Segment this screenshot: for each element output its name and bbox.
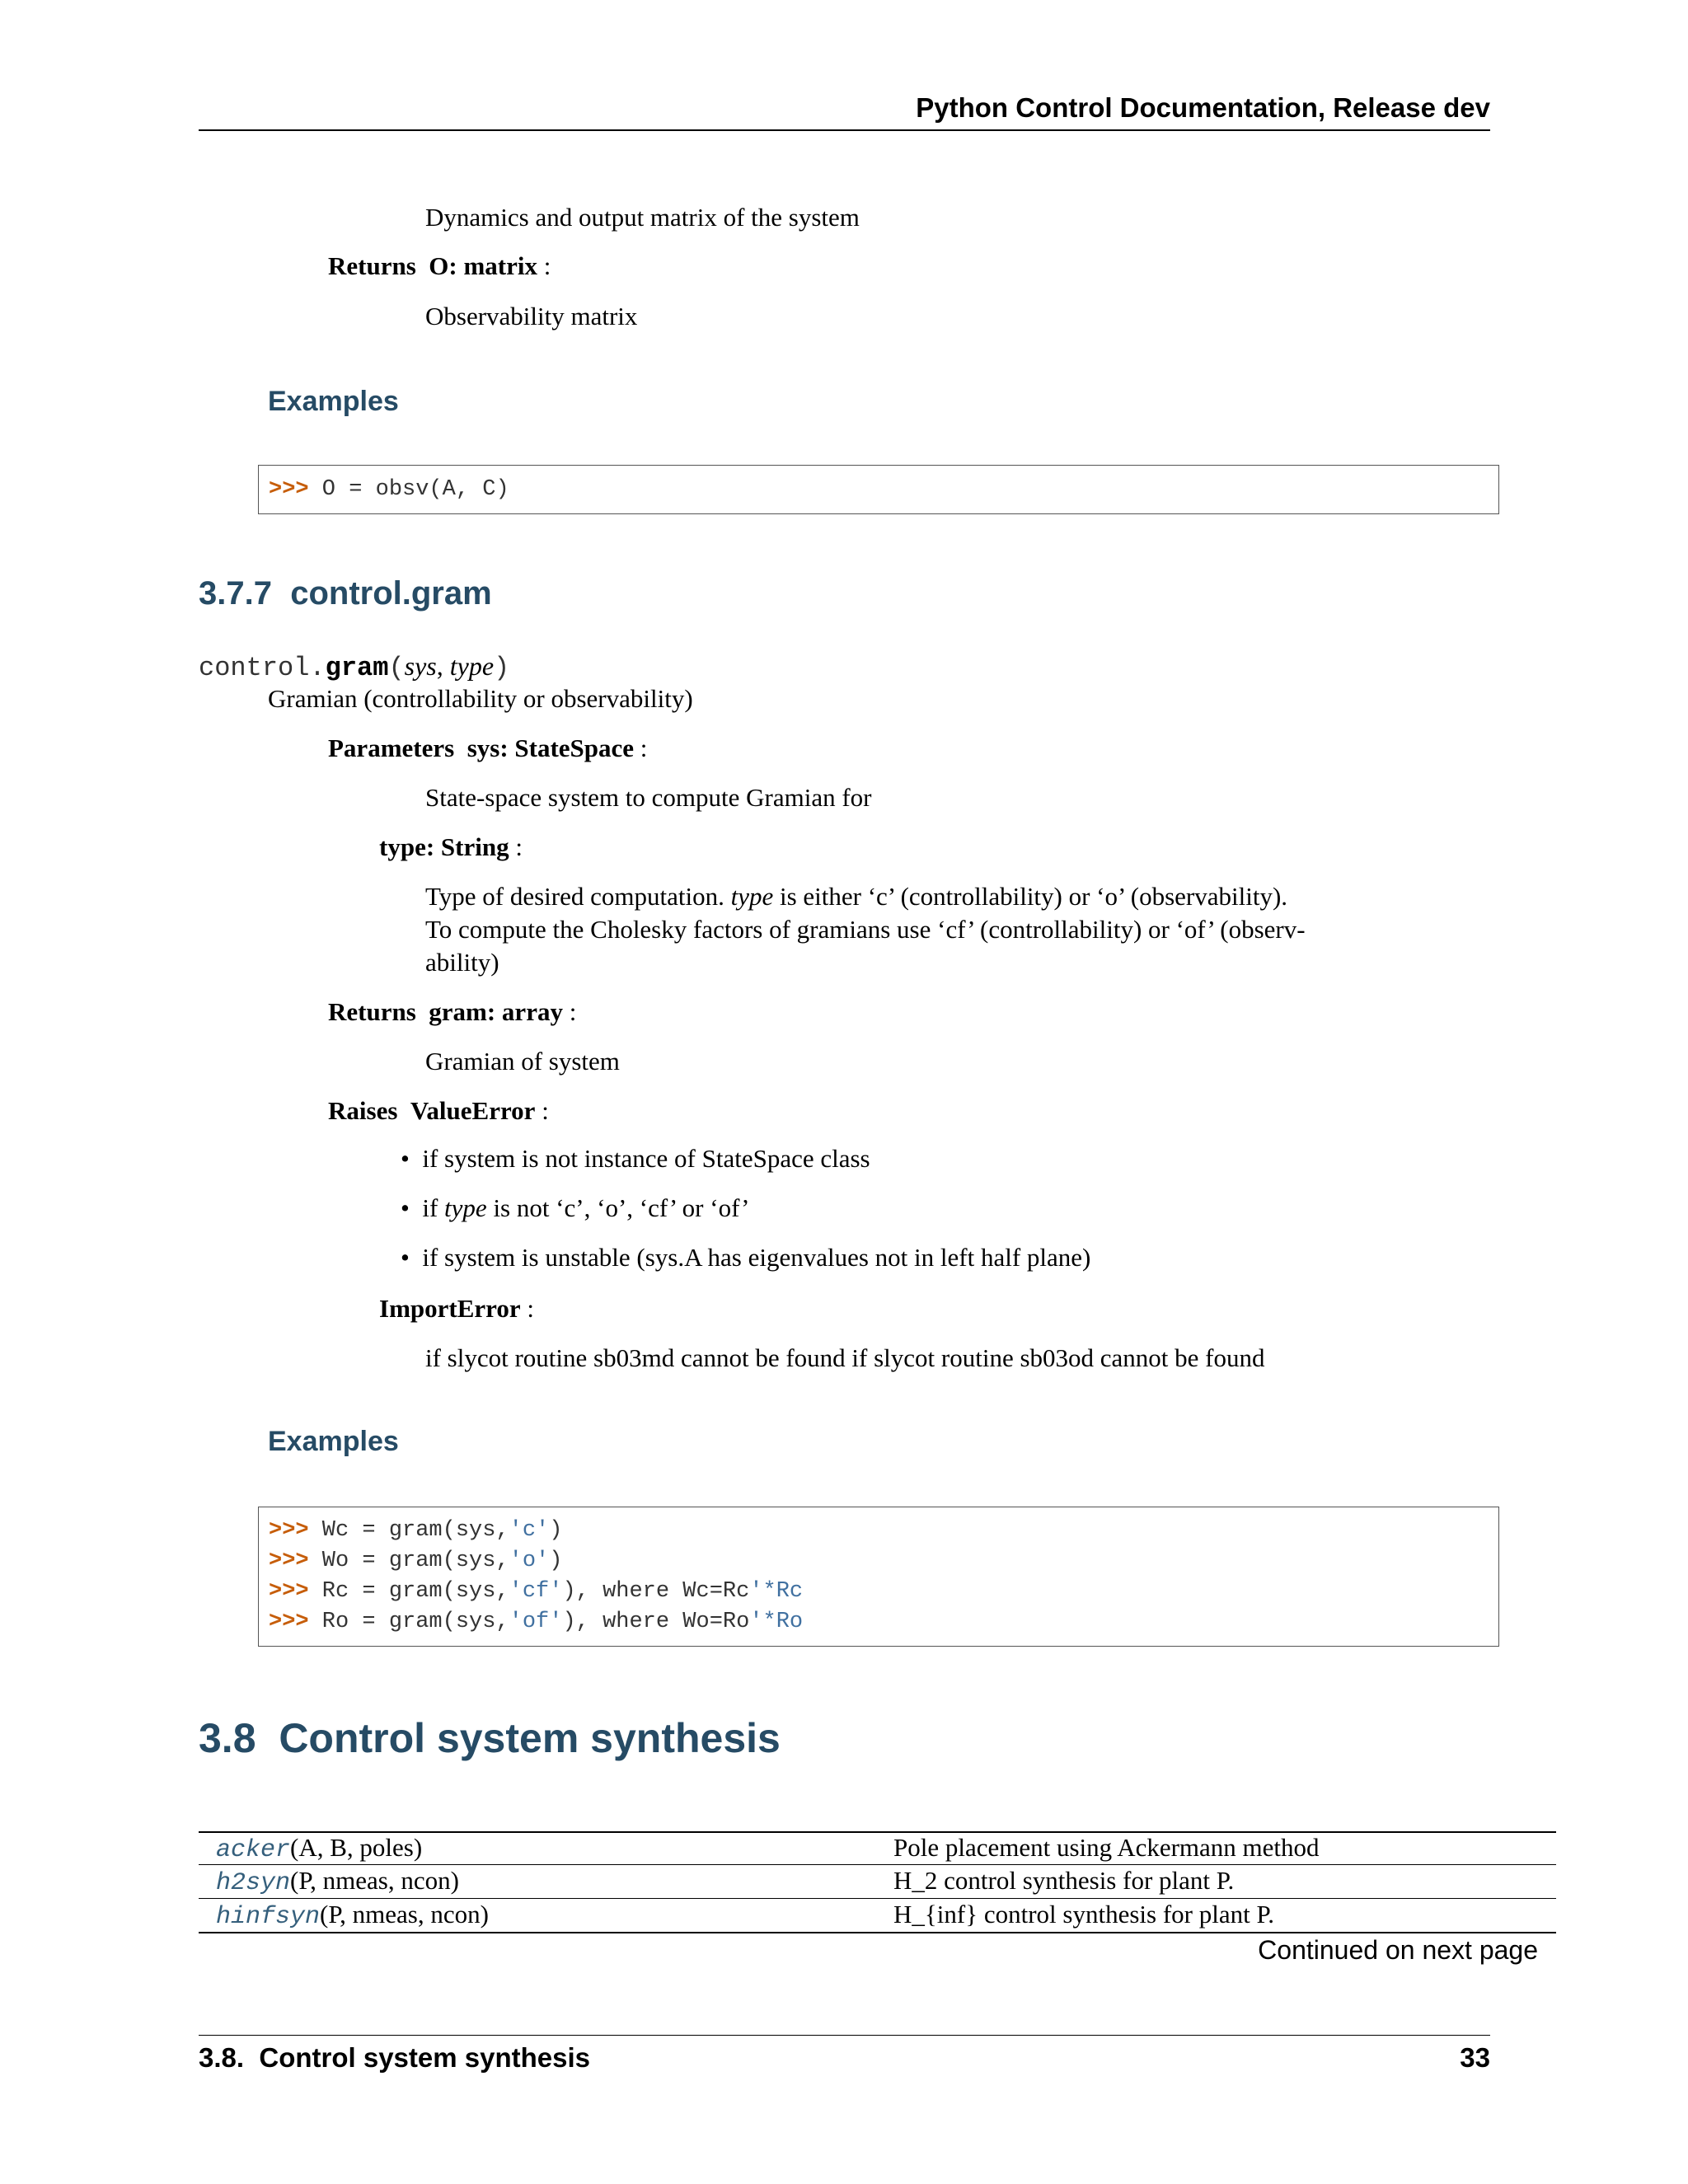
- page-number: 33: [1460, 2042, 1490, 2073]
- table-row[interactable]: [216, 1898, 489, 1931]
- section-title: Control system synthesis: [279, 1715, 781, 1761]
- raises-importerror-field: [379, 1292, 534, 1325]
- raises-importerror-name: ImportError: [379, 1294, 521, 1323]
- colon: :: [515, 832, 523, 861]
- table-row[interactable]: [216, 1831, 422, 1864]
- code-line: [269, 475, 509, 504]
- param-type-description: [425, 880, 1287, 913]
- code-text: ): [549, 1518, 563, 1543]
- code-line: [269, 1577, 803, 1606]
- colon: :: [569, 997, 577, 1026]
- section-number: 3.7.7: [199, 575, 272, 612]
- sig-arg-type: type: [449, 651, 495, 681]
- code-prompt: >>>: [269, 1549, 309, 1573]
- table-cell-description: H_2 control synthesis for plant P.: [893, 1866, 1235, 1895]
- raises-valueerror-name: ValueError: [410, 1096, 536, 1125]
- code-line: [269, 1546, 562, 1576]
- footer-section: 3.8. Control system synthesis: [199, 2042, 591, 2073]
- code-string: 'cf': [509, 1579, 563, 1604]
- param-description: Dynamics and output matrix of the system: [425, 203, 860, 232]
- section-title: control.gram: [290, 575, 492, 612]
- raises-label: Raises: [328, 1096, 398, 1125]
- code-text: ), where Wc=Rc: [562, 1579, 750, 1604]
- function-signature: [199, 651, 509, 683]
- param-sys-name: sys: StateSpace: [467, 733, 635, 762]
- sig-paren-open: (: [388, 653, 405, 683]
- function-summary: Gramian (controllability or observability): [268, 684, 693, 713]
- code-text: Ro = gram(sys,: [308, 1610, 509, 1634]
- function-link-acker[interactable]: acker: [216, 1836, 291, 1864]
- code-line: [269, 1516, 562, 1545]
- raises-importerror-description: if slycot routine sb03md cannot be found if slycot routine sb03od cannot be found: [425, 1343, 1265, 1372]
- code-text: O = obsv(A, C): [308, 477, 509, 502]
- desc-emphasis: type: [730, 882, 774, 911]
- list-item: [401, 1243, 1090, 1272]
- list-item: [401, 1193, 749, 1223]
- function-args: (P, nmeas, ncon): [320, 1900, 489, 1929]
- section-heading: [199, 575, 492, 612]
- bullet-text-prefix: if: [422, 1193, 445, 1222]
- code-text: Wc = gram(sys,: [308, 1518, 509, 1543]
- returns-name: gram: array: [429, 997, 563, 1026]
- returns-label: Returns: [328, 997, 416, 1026]
- function-link-hinfsyn[interactable]: hinfsyn: [216, 1903, 321, 1931]
- param-type-field: [379, 831, 523, 864]
- returns-label: Returns: [328, 251, 416, 280]
- section-number: 3.8: [199, 1715, 256, 1761]
- code-prompt: >>>: [269, 1518, 309, 1543]
- examples-heading: Examples: [268, 1426, 399, 1457]
- bullet-icon: •: [401, 1243, 410, 1272]
- code-prompt: >>>: [269, 1579, 309, 1604]
- sig-module: control.: [199, 653, 326, 683]
- chapter-section-heading: [199, 1714, 781, 1762]
- header-rule: [199, 129, 1490, 131]
- returns-field: [328, 250, 551, 283]
- param-type-description-line2: To compute the Cholesky factors of gramians use ‘cf’ (controllability) or ‘of’ (observ-: [425, 915, 1306, 944]
- returns-description: Gramian of system: [425, 1047, 620, 1076]
- code-block: [258, 1507, 1499, 1647]
- code-text: Wo = gram(sys,: [308, 1549, 509, 1573]
- code-block: [258, 465, 1499, 514]
- function-args: (P, nmeas, ncon): [290, 1866, 459, 1895]
- returns-name: O: matrix: [429, 251, 537, 280]
- bullet-icon: •: [401, 1144, 410, 1173]
- param-sys-description: State-space system to compute Gramian for: [425, 783, 872, 812]
- colon: :: [542, 1096, 549, 1125]
- sig-paren-close: ): [494, 653, 510, 683]
- bullet-text: if system is not instance of StateSpace class: [422, 1144, 870, 1173]
- sig-comma: ,: [436, 651, 450, 681]
- returns-field: [328, 996, 576, 1029]
- parameters-label: Parameters: [328, 733, 455, 762]
- bullet-text: if system is unstable (sys.A has eigenvalues not in left half plane): [422, 1243, 1091, 1272]
- function-link-h2syn[interactable]: h2syn: [216, 1869, 291, 1897]
- desc-text: is either ‘c’ (controllability) or ‘o’ (observability).: [773, 882, 1288, 911]
- code-string: 'of': [509, 1610, 563, 1634]
- code-text: ): [549, 1549, 563, 1573]
- code-text: ), where Wo=Ro: [562, 1610, 750, 1634]
- code-string: '*Rc: [749, 1579, 804, 1604]
- code-prompt: >>>: [269, 1610, 309, 1634]
- parameters-field: [328, 732, 647, 765]
- bullet-text: is not ‘c’, ‘o’, ‘cf’ or ‘of’: [493, 1193, 750, 1222]
- footer-rule: [199, 2035, 1490, 2036]
- continued-note: Continued on next page: [1258, 1935, 1538, 1965]
- examples-heading: Examples: [268, 386, 399, 417]
- table-cell-description: Pole placement using Ackermann method: [893, 1833, 1320, 1862]
- code-prompt: >>>: [269, 477, 309, 502]
- param-type-name: type: String: [379, 832, 509, 861]
- code-line: [269, 1607, 803, 1637]
- colon: :: [640, 733, 648, 762]
- list-item: [401, 1144, 870, 1174]
- code-text: Rc = gram(sys,: [308, 1579, 509, 1604]
- returns-description: Observability matrix: [425, 302, 638, 330]
- table-row[interactable]: [216, 1864, 459, 1897]
- code-string: '*Ro: [749, 1610, 804, 1634]
- table-cell-description: H_{inf} control synthesis for plant P.: [893, 1900, 1275, 1929]
- sig-function-name: gram: [325, 653, 389, 683]
- running-header: Python Control Documentation, Release dev: [916, 92, 1490, 123]
- colon: :: [527, 1294, 534, 1323]
- function-args: (A, B, poles): [290, 1833, 423, 1862]
- colon: :: [543, 251, 551, 280]
- param-type-description-line3: ability): [425, 948, 499, 977]
- code-string: 'c': [509, 1518, 550, 1543]
- code-string: 'o': [509, 1549, 550, 1573]
- bullet-icon: •: [401, 1193, 410, 1222]
- raises-field: [328, 1094, 549, 1127]
- desc-text: Type of desired computation.: [425, 882, 731, 911]
- sig-arg-sys: sys: [404, 651, 437, 681]
- bullet-emphasis: type: [444, 1193, 487, 1222]
